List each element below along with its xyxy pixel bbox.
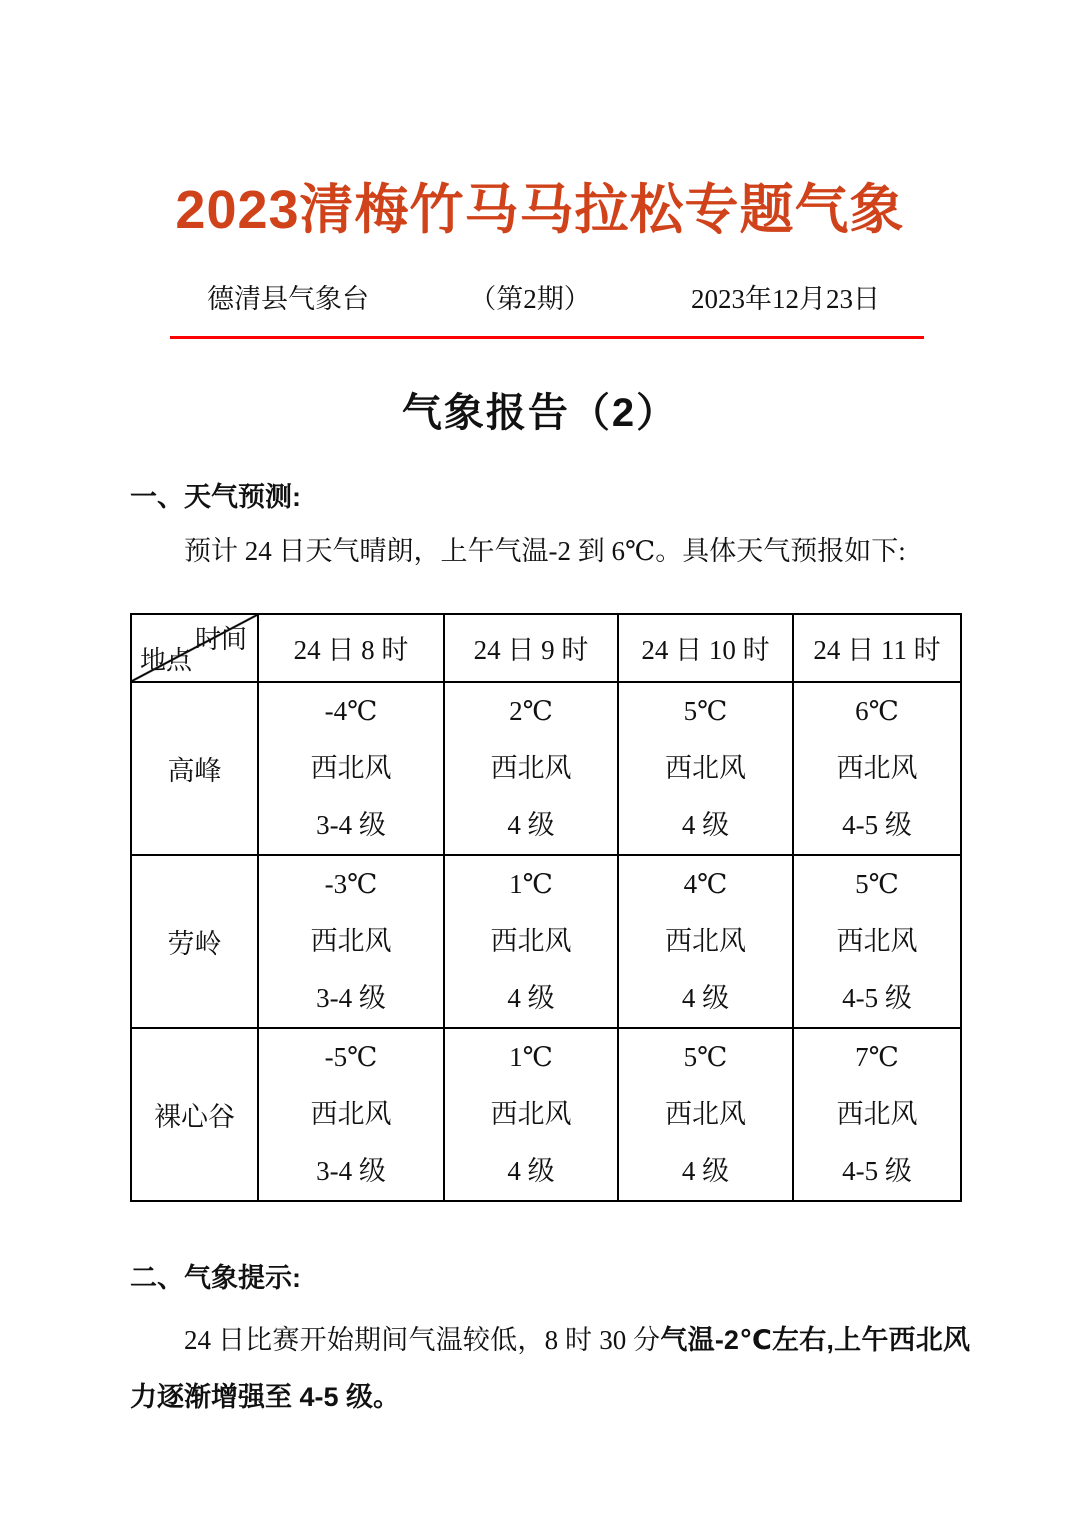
cell-wind-level: 4-5 级 [842,982,912,1013]
issuer: 德清县气象台 [207,283,369,314]
forecast-cell [444,1028,618,1201]
forecast-cell [618,1028,793,1201]
cell-wind-level: 4 级 [681,809,730,840]
cell-wind-direction: 西北风 [310,752,392,783]
doc-title: 2023清梅竹马马拉松专题气象 [175,180,905,240]
forecast-cell [618,855,793,1028]
cell-temperature: -5℃ [324,1041,378,1072]
weather-tip [130,1312,970,1425]
forecast-cell [793,1028,961,1201]
table-row [131,682,961,855]
column-header: 24 日 10 时 [618,614,793,682]
forecast-cell [258,855,444,1028]
forecast-cell [258,682,444,855]
column-header: 24 日 8 时 [258,614,444,682]
corner-label-time: 时间 [194,624,247,654]
forecast-table [130,613,962,1202]
forecast-cell [793,682,961,855]
cell-wind-direction: 西北风 [665,925,746,956]
masthead [170,277,924,339]
cell-temperature: 5℃ [683,1041,728,1072]
cell-wind-level: 4 级 [507,982,555,1013]
cell-wind-level: 4-5 级 [842,1155,912,1186]
cell-temperature: -3℃ [324,868,378,899]
forecast-cell [444,855,618,1028]
cell-wind-direction: 西北风 [310,1098,392,1129]
forecast-cell [444,682,618,855]
forecast-cell [618,682,793,855]
cell-wind-direction: 西北风 [665,1098,746,1129]
report-title: 气象报告（2） [401,390,679,435]
cell-wind-level: 4 级 [681,1155,730,1186]
weather-tip-bold: 气温-2℃左右,上午西北风力逐渐增强至 4-5 级。 [130,1325,970,1413]
column-header: 24 日 9 时 [444,614,618,682]
table-row [131,855,961,1028]
cell-wind-level: 4 级 [507,809,555,840]
weather-tip-regular: 24 日比赛开始期间气温较低，8 时 30 分 [184,1325,661,1356]
issue-number: （第2期） [469,283,591,314]
row-label: 高峰 [131,682,258,855]
cell-temperature: 1℃ [509,868,553,899]
cell-wind-level: 3-4 级 [316,982,386,1013]
forecast-cell [258,1028,444,1201]
forecast-intro: 预计 24 日天气晴朗，上午气温-2 到 6℃。具体天气预报如下: [184,536,906,567]
cell-temperature: 1℃ [509,1041,553,1072]
section-2-heading: 二、气象提示: [130,1262,301,1293]
cell-wind-direction: 西北风 [836,752,918,783]
cell-wind-direction: 西北风 [665,752,746,783]
cell-wind-level: 4 级 [681,982,730,1013]
cell-temperature: 2℃ [509,695,553,726]
cell-temperature: 5℃ [683,695,728,726]
cell-temperature: -4℃ [324,695,378,726]
cell-temperature: 5℃ [855,868,899,899]
cell-wind-direction: 西北风 [310,925,392,956]
cell-wind-level: 3-4 级 [316,1155,386,1186]
forecast-cell [793,855,961,1028]
cell-temperature: 6℃ [855,695,899,726]
header-row [131,614,961,682]
cell-wind-direction: 西北风 [490,925,572,956]
issue-date: 2023年12月23日 [691,283,880,314]
cell-wind-level: 4-5 级 [842,809,912,840]
cell-wind-level: 3-4 级 [316,809,386,840]
table-row [131,1028,961,1201]
corner-label-place: 地点 [140,645,193,675]
section-1-heading: 一、天气预测: [130,481,301,512]
cell-wind-level: 4 级 [507,1155,555,1186]
row-label: 裸心谷 [131,1028,258,1201]
cell-wind-direction: 西北风 [490,752,572,783]
cell-temperature: 4℃ [683,868,728,899]
corner-cell [131,614,258,682]
cell-temperature: 7℃ [855,1041,899,1072]
column-header: 24 日 11 时 [793,614,961,682]
row-label: 劳岭 [131,855,258,1028]
cell-wind-direction: 西北风 [836,1098,918,1129]
cell-wind-direction: 西北风 [490,1098,572,1129]
cell-wind-direction: 西北风 [836,925,918,956]
